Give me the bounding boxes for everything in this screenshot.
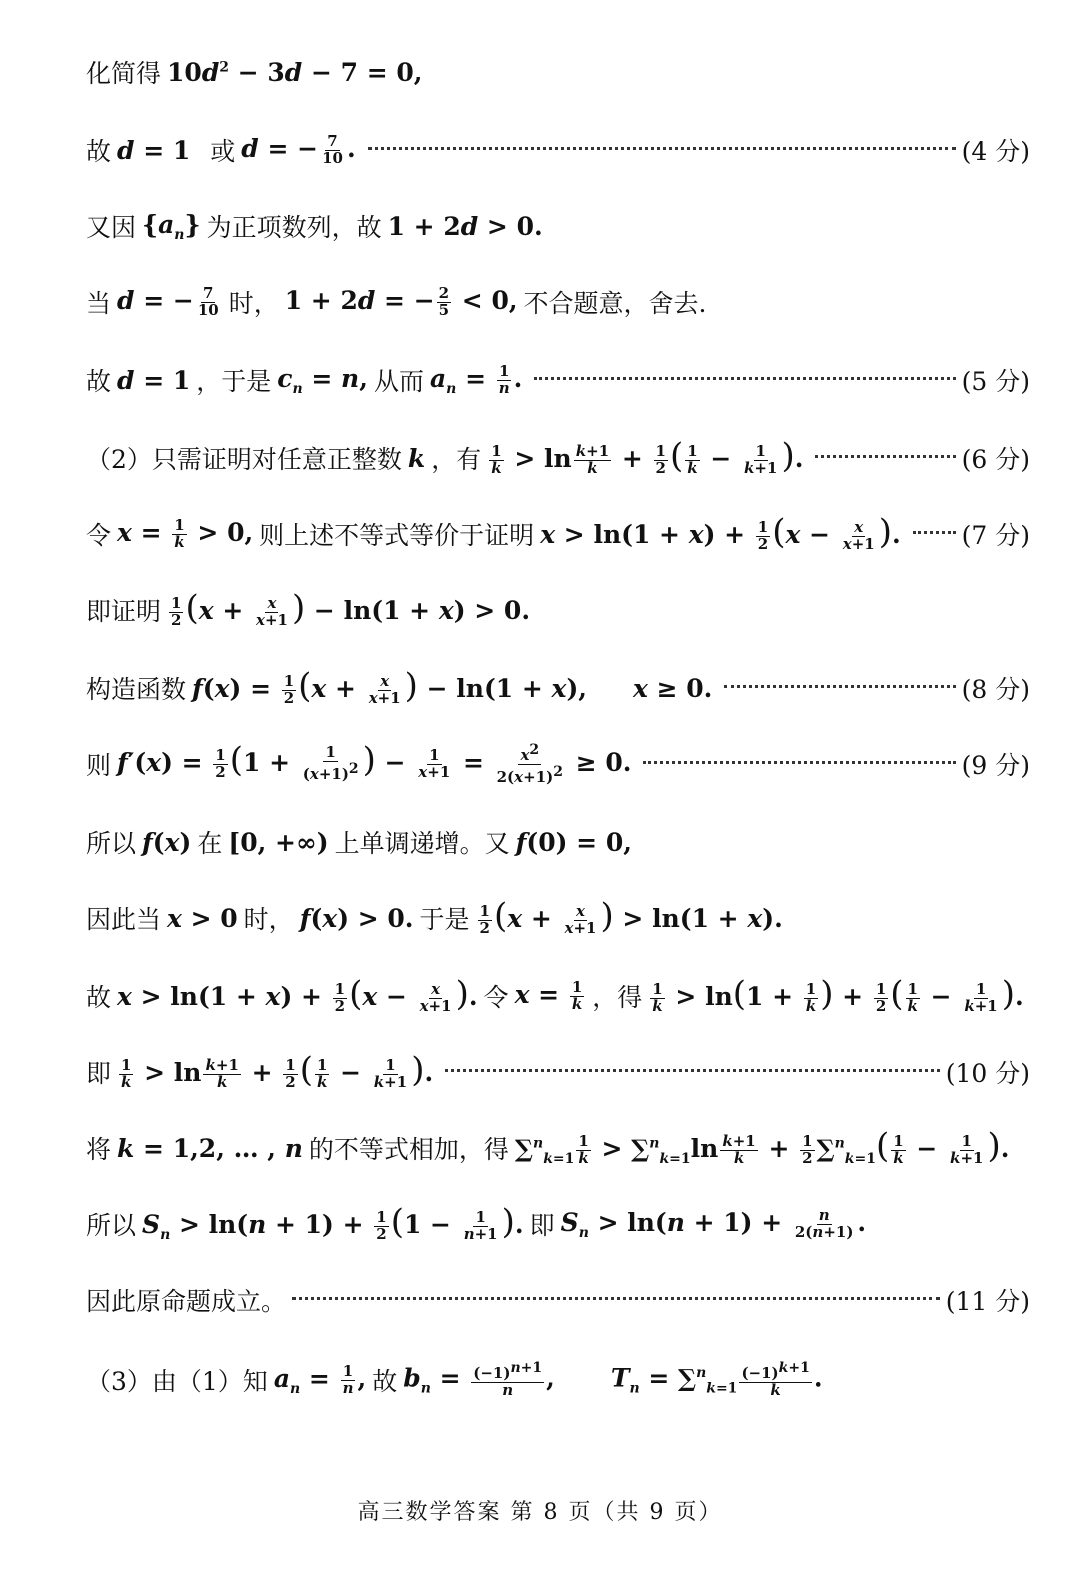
solution-line-7: 令 x = $\frac{1}{k}$ > 0, 则上述不等式等价于证明 x > ln(1 + x) + $\frac{1}{2}$ (x − $\frac{x}{x+1}$ ). (7 分) [86,512,1030,554]
page-footer: 高三数学答案 第 8 页（共 9 页） [357,1500,723,1525]
solution-line-13: 故 x > ln(1 + x) + $\frac{1}{2}$ (x − $\frac{x}{x+1}$ ). 令 x = $\frac{1}{k}$ ，得 $\frac{1}{k}$ > ln(1 + $\frac{1}{k}$ ) + $\frac{1}{2}$ ( $\frac{1}{k}$ − $\frac{1}{k+1}$ ). [86,974,1024,1016]
solution-line-5: 故 d = 1 ，于是 $c_n = n$, 从而 $a_n$ = $\frac{1}{n}$ . (5 分) [86,361,1030,397]
solution-line-15: 将 k = 1,2, … , n 的不等式相加，得 ∑$^n_{k=1}$ $\frac{1}{k}$ > ∑$^n_{k=1}$ln $\frac{k+1}{k}$ + $\frac{1}{2}$ ∑$^n_{k=1}$( $\frac{1}{k}$ − $\frac{1}{k+1}$ ). [86,1126,1010,1167]
dot-leader [913,531,956,534]
dot-leader [724,685,955,688]
score-label: (5 分) [961,367,1030,396]
solution-line-3: 又因 $\{a_n\}$ 为正项数列，故 1 + 2d > 0. [86,209,543,243]
solution-line-4: 当 d = − $\frac{7}{10}$ 时， 1 + 2d = − $\frac{2}{5}$ < 0, 不合题意，舍去. [86,283,707,319]
score-label: (7 分) [961,521,1030,550]
dot-leader [815,455,955,458]
score-label: (6 分) [961,445,1030,474]
solution-line-8: 即证明 $\frac{1}{2}$ (x + $\frac{x}{x+1}$ ) − ln(1 + x) > 0. [86,588,531,630]
dot-leader [445,1069,940,1072]
dot-leader [292,1297,940,1300]
score-label: (10 分) [945,1059,1030,1088]
score-label: (9 分) [961,751,1030,780]
score-label: (11 分) [945,1287,1030,1316]
score-label: (8 分) [961,675,1030,704]
solution-line-11: 所以 f(x) 在 [0, +∞) 上单调递增。又 f(0) = 0, [86,827,632,858]
dot-leader [534,377,955,380]
solution-line-10: 则 f′(x) = $\frac{1}{2}$ (1 + $\frac{1}{(x+1)^2}$ ) − $\frac{1}{x+1}$ = $\frac{x^2}{2(x+1)^2}$ ≥ 0. (9 分) [86,739,1030,786]
solution-line-1: 化简得 $10d^2 - 3d - 7 = 0$, [86,57,423,88]
solution-line-6: （2）只需证明对任意正整数 k ，有 $\frac{1}{k}$ > ln $\frac{k+1}{k}$ + $\frac{1}{2}$ ( $\frac{1}{k}$ − $\frac{1}{k+1}$ ). (6 分) [86,436,1030,478]
dot-leader [368,147,956,150]
solution-line-9: 构造函数 f(x) = $\frac{1}{2}$ (x + $\frac{x}{x+1}$ ) − ln(1 + x), x ≥ 0. (8 分) [86,666,1030,708]
solution-line-17: 因此原命题成立。 (11 分) [86,1270,1030,1330]
dot-leader [643,761,955,764]
solution-line-18: （3）由（1）知 $a_n$ = $\frac{1}{n}$ , 故 $b_n$ = $\frac{(-1)^{n+1}}{n}$ , $T_n = \sum^n_{k=1}$ $\frac{(-1)^{k+1}}{k}$ . [86,1360,823,1399]
solution-line-16: 所以 $S_n > \ln(n + 1)$ + $\frac{1}{2}$ (1 − $\frac{1}{n+1}$ ). 即 $S_n > \ln(n + 1)$ + $\frac{n}{2(n+1)}$ . [86,1202,867,1243]
solution-line-2: 故 d = 1 或 d = − $\frac{7}{10}$ . (4 分) [86,131,1030,167]
score-label: (4 分) [961,137,1030,166]
solution-line-14: 即 $\frac{1}{k}$ > ln $\frac{k+1}{k}$ + $\frac{1}{2}$ ( $\frac{1}{k}$ − $\frac{1}{k+1}$ ). (10 分) [86,1050,1030,1092]
equation-quadratic: $10d^2 - 3d - 7 = 0$, [167,57,423,87]
solution-line-12: 因此当 x > 0 时， f(x) > 0. 于是 $\frac{1}{2}$ (x + $\frac{x}{x+1}$ ) > ln(1 + x). [86,896,783,938]
